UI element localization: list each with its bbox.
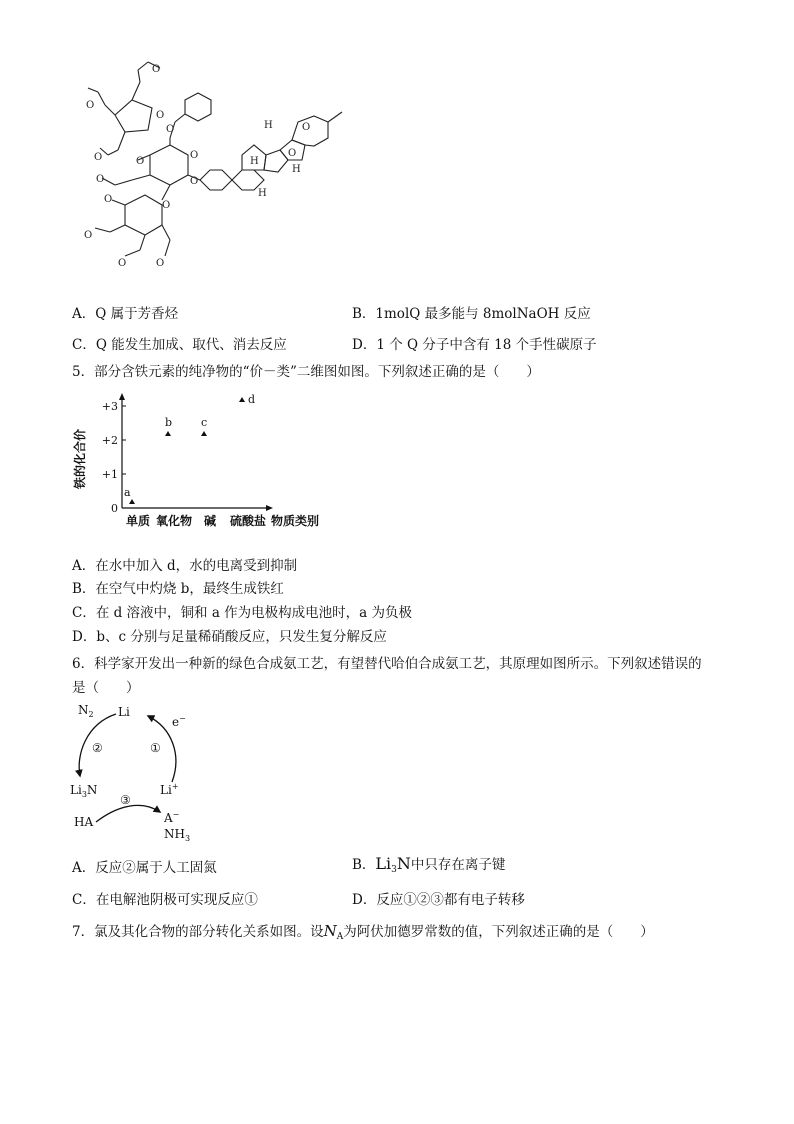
svg-text:O: O bbox=[166, 124, 175, 135]
q6-option-b-prefix: B． bbox=[352, 857, 376, 873]
q6-option-c: C．在电解池阴极可实现反应① bbox=[72, 892, 258, 908]
svg-text:O: O bbox=[96, 174, 105, 185]
q4-option-b: B．1molQ 最多能与 8molNaOH 反应 bbox=[352, 306, 591, 322]
q6-option-a: A．反应②属于人工固氮 bbox=[72, 860, 217, 876]
svg-text:O: O bbox=[118, 258, 127, 269]
svg-text:O: O bbox=[302, 122, 311, 133]
label-step2: ② bbox=[92, 741, 103, 755]
y-tick-label: +3 bbox=[101, 400, 118, 413]
y-tick-label: +1 bbox=[101, 468, 118, 481]
svg-text:O: O bbox=[162, 200, 171, 211]
svg-text:O: O bbox=[156, 110, 165, 121]
ammonia-cycle-diagram bbox=[68, 700, 208, 842]
q5-option-d: D．b、c 分别与足量稀硝酸反应，只发生复分解反应 bbox=[72, 629, 387, 645]
svg-text:O: O bbox=[190, 150, 199, 161]
x-category-label: 碱 bbox=[203, 514, 217, 528]
label-ha: HA bbox=[74, 815, 94, 829]
point-label-d: d bbox=[248, 393, 256, 406]
svg-text:O: O bbox=[152, 64, 161, 75]
label-li-plus: Li+ bbox=[160, 782, 179, 797]
label-n2: $N_2$ bbox=[78, 703, 94, 719]
q6-option-d: D．反应①②③都有电子转移 bbox=[352, 892, 525, 908]
q6-stem-line2: 是（ ） bbox=[72, 680, 140, 696]
svg-text:H: H bbox=[258, 188, 267, 199]
label-a-minus: A− bbox=[164, 810, 180, 825]
svg-text:O: O bbox=[136, 156, 145, 167]
label-li3n: $Li_3N$ bbox=[70, 783, 98, 799]
q6-option-b bbox=[352, 853, 505, 875]
q5-stem: 5．部分含铁元素的纯净物的“价－类”二维图如图。下列叙述正确的是（ ） bbox=[72, 364, 540, 380]
svg-text:O: O bbox=[104, 194, 113, 205]
q6-option-b-formula: $Li_3N$ bbox=[375, 854, 411, 875]
label-e: e− bbox=[172, 714, 186, 729]
point-d bbox=[239, 397, 245, 402]
point-c bbox=[201, 431, 207, 436]
x-category-label: 硫酸盐 bbox=[229, 514, 267, 528]
svg-text:H: H bbox=[264, 120, 273, 131]
y-tick-label: +2 bbox=[101, 434, 118, 447]
q4-option-d: D．1 个 Q 分子中含有 18 个手性碳原子 bbox=[352, 337, 597, 353]
x-category-label: 单质 bbox=[125, 514, 151, 528]
q6-stem-line1: 6．科学家开发出一种新的绿色合成氨工艺，有望替代哈伯合成氨工艺，其原理如图所示。下列叙述错误的 bbox=[72, 656, 702, 672]
q4-option-c: C．Q 能发生加成、取代、消去反应 bbox=[72, 337, 287, 353]
label-nh3: $NH_3$ bbox=[164, 827, 191, 842]
x-category-label: 氧化物 bbox=[155, 514, 193, 528]
x-axis-arrow bbox=[266, 505, 273, 511]
label-li: Li bbox=[118, 705, 130, 719]
arc-step3 bbox=[96, 805, 160, 822]
y-axis-title: 铁的化合价 bbox=[73, 428, 87, 490]
svg-text:O: O bbox=[190, 176, 199, 187]
q4-option-a: A．Q 属于芳香烃 bbox=[72, 306, 179, 322]
point-b bbox=[165, 431, 171, 436]
svg-text:O: O bbox=[94, 152, 103, 163]
y-tick-label: 0 bbox=[111, 502, 118, 515]
y-axis-arrow bbox=[119, 393, 125, 400]
svg-text:H: H bbox=[292, 164, 301, 175]
svg-text:H: H bbox=[250, 156, 259, 167]
svg-text:O: O bbox=[86, 100, 95, 111]
q7-stem: 7．氯及其化合物的部分转化关系如图。设$N_A$为阿伏加德罗常数的值，下列叙述正确的是（ ） bbox=[72, 922, 654, 942]
q5-option-a: A．在水中加入 d，水的电离受到抑制 bbox=[72, 558, 298, 574]
x-axis-title: 物质类别 bbox=[271, 514, 320, 528]
point-label-b: b bbox=[165, 416, 173, 429]
label-step3: ③ bbox=[120, 793, 131, 807]
svg-text:O: O bbox=[156, 258, 165, 269]
molecule-structure-diagram bbox=[70, 60, 370, 280]
q5-option-b: B．在空气中灼烧 b，最终生成铁红 bbox=[72, 581, 284, 597]
iron-valence-chart bbox=[70, 392, 340, 532]
q6-option-b-suffix: 中只存在离子键 bbox=[410, 857, 506, 873]
svg-text:O: O bbox=[288, 148, 297, 159]
q5-option-c: C．在 d 溶液中，铜和 a 作为电极构成电池时，a 为负极 bbox=[72, 605, 413, 621]
label-step1: ① bbox=[150, 741, 161, 755]
point-label-a: a bbox=[124, 486, 131, 499]
point-a bbox=[129, 499, 135, 504]
point-label-c: c bbox=[201, 416, 208, 429]
q7-na-symbol: $N_A$ bbox=[323, 922, 344, 942]
svg-text:O: O bbox=[84, 230, 93, 241]
